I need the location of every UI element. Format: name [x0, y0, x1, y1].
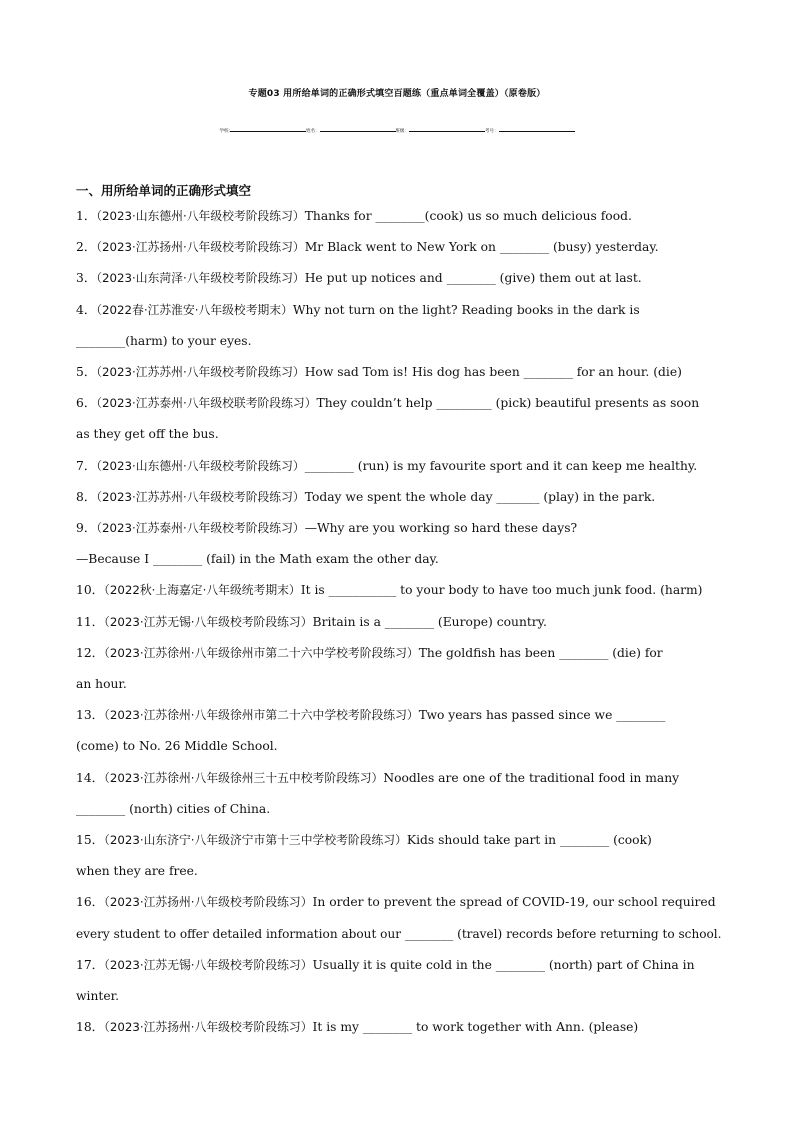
question-source: （2023·江苏泰州·八年级校考阶段练习）: [96, 521, 305, 535]
question-number: 11．: [76, 615, 104, 629]
question-line: [76, 458, 697, 474]
question-text: ________ (north) cities of China.: [76, 802, 271, 816]
question-text: (come) to No. 26 Middle School.: [76, 739, 278, 753]
question-text: when they are free.: [76, 864, 198, 878]
question-line: [76, 582, 703, 598]
question-text: In order to prevent the spread of COVID-19, our school required: [312, 895, 716, 909]
question-number: 4．: [76, 303, 97, 317]
question-number: 10．: [76, 583, 104, 597]
question-source: （2023·江苏苏州·八年级校考阶段练习）: [96, 365, 305, 379]
question-number: 8．: [76, 490, 97, 504]
question-number: 1．: [76, 209, 97, 223]
question-text: Usually it is quite cold in the ________ (north) part of China in: [312, 958, 695, 972]
question-text: Kids should take part in ________ (cook): [406, 833, 652, 847]
question-text: Two years has passed since we ________: [418, 708, 666, 722]
question-line: [76, 614, 547, 630]
section-heading: 一、用所给单词的正确形式填空: [76, 183, 252, 198]
name-label: 姓名：: [306, 129, 320, 134]
question-line: [76, 489, 655, 505]
question-source: （2023·江苏无锡·八年级校考阶段练习）: [103, 615, 313, 629]
question-number: 6．: [76, 396, 97, 410]
question-number: 15．: [76, 833, 104, 847]
question-line-continuation: [76, 676, 127, 692]
question-line: [76, 270, 642, 286]
question-source: （2023·江苏扬州·八年级校考阶段练习）: [96, 240, 305, 254]
question-number: 17．: [76, 958, 104, 972]
question-source: （2023·江苏苏州·八年级校考阶段练习）: [96, 490, 305, 504]
question-line: [76, 208, 632, 224]
question-text: an hour.: [76, 677, 127, 691]
question-text: It is ___________ to your body to have too much junk food. (harm): [300, 583, 703, 597]
question-text: ________(harm) to your eyes.: [76, 334, 252, 348]
question-source: （2023·江苏徐州·八年级徐州三十五中校考阶段练习）: [103, 771, 384, 785]
question-line-continuation: [76, 863, 198, 879]
question-text: —Why are you working so hard these days?: [304, 521, 578, 535]
question-line: [76, 645, 663, 661]
question-source: （2023·江苏泰州·八年级校联考阶段练习）: [96, 396, 317, 410]
student-info-line: [0, 119, 794, 134]
question-text: —Because I ________ (fail) in the Math exam the other day.: [76, 552, 439, 566]
question-text: Today we spent the whole day _______ (play) in the park.: [304, 490, 656, 504]
question-source: （2023·山东菏泽·八年级校考阶段练习）: [96, 271, 305, 285]
question-line: [76, 302, 640, 318]
name-blank[interactable]: [320, 119, 396, 132]
question-source: （2022秋·上海嘉定·八年级统考期末）: [103, 583, 301, 597]
question-line-continuation: [76, 426, 219, 442]
question-text: Mr Black went to New York on ________ (busy) yesterday.: [304, 240, 659, 254]
question-number: 16．: [76, 895, 104, 909]
question-line-continuation: [76, 801, 270, 817]
question-text: Why not turn on the light? Reading books in the dark is: [292, 303, 640, 317]
question-line: [76, 770, 679, 786]
question-line: [76, 894, 716, 910]
question-text: Noodles are one of the traditional food in many: [383, 771, 680, 785]
question-number: 9．: [76, 521, 97, 535]
question-line: [76, 395, 699, 411]
question-text: It is my ________ to work together with Ann. (please): [312, 1020, 639, 1034]
question-source: （2023·山东德州·八年级校考阶段练习）: [96, 209, 305, 223]
class-label: 班级：: [395, 129, 410, 134]
question-line: [76, 520, 577, 536]
question-text: Britain is a ________ (Europe) country.: [312, 615, 547, 629]
question-number: 5．: [76, 365, 97, 379]
question-line: [76, 364, 682, 380]
question-number: 13．: [76, 708, 104, 722]
question-line-continuation: [76, 551, 439, 567]
question-text: The goldfish has been ________ (die) for: [418, 646, 663, 660]
school-label: 学校:: [219, 129, 231, 134]
question-text: How sad Tom is! His dog has been ________ for an hour. (die): [304, 365, 682, 379]
question-text: as they get off the bus.: [76, 427, 219, 441]
question-source: （2023·江苏徐州·八年级徐州市第二十六中学校考阶段练习）: [103, 646, 419, 660]
question-line: [76, 957, 695, 973]
question-text: winter.: [76, 989, 120, 1003]
question-number: 14．: [76, 771, 104, 785]
question-source: （2023·江苏扬州·八年级校考阶段练习）: [103, 1020, 313, 1034]
question-text: every student to offer detailed information about our ________ (travel) records before returning to school.: [76, 927, 722, 941]
question-text: ________ (run) is my favourite sport and it can keep me healthy.: [304, 459, 698, 473]
question-line: [76, 832, 652, 848]
question-source: （2023·江苏扬州·八年级校考阶段练习）: [103, 895, 313, 909]
question-number: 18．: [76, 1020, 104, 1034]
question-number: 12．: [76, 646, 104, 660]
question-line-continuation: [76, 333, 252, 349]
question-line-continuation: [76, 738, 278, 754]
question-number: 3．: [76, 271, 97, 285]
question-source: （2022春·江苏淮安·八年级校考期末）: [96, 303, 293, 317]
question-line: [76, 239, 659, 255]
question-text: Thanks for ________(cook) us so much delicious food.: [304, 209, 632, 223]
exam-no-label: 考号：: [485, 129, 499, 134]
question-line: [76, 1019, 638, 1035]
question-source: （2023·江苏徐州·八年级徐州市第二十六中学校考阶段练习）: [103, 708, 419, 722]
question-source: （2023·山东济宁·八年级济宁市第十三中学校考阶段练习）: [103, 833, 407, 847]
question-number: 7．: [76, 459, 97, 473]
question-source: （2023·山东德州·八年级校考阶段练习）: [96, 459, 305, 473]
class-blank[interactable]: [409, 119, 485, 132]
question-source: （2023·江苏无锡·八年级校考阶段练习）: [103, 958, 313, 972]
question-line-continuation: [76, 988, 119, 1004]
question-text: They couldn’t help _________ (pick) beautiful presents as soon: [316, 396, 700, 410]
exam-no-blank[interactable]: [499, 119, 575, 132]
question-line: [76, 707, 665, 723]
question-line-continuation: [76, 926, 722, 942]
page-title: 专题03 用所给单词的正确形式填空百题练（重点单词全覆盖）（原卷版）: [248, 89, 546, 99]
question-number: 2．: [76, 240, 97, 254]
school-blank[interactable]: [230, 119, 306, 132]
question-text: He put up notices and ________ (give) them out at last.: [304, 271, 642, 285]
